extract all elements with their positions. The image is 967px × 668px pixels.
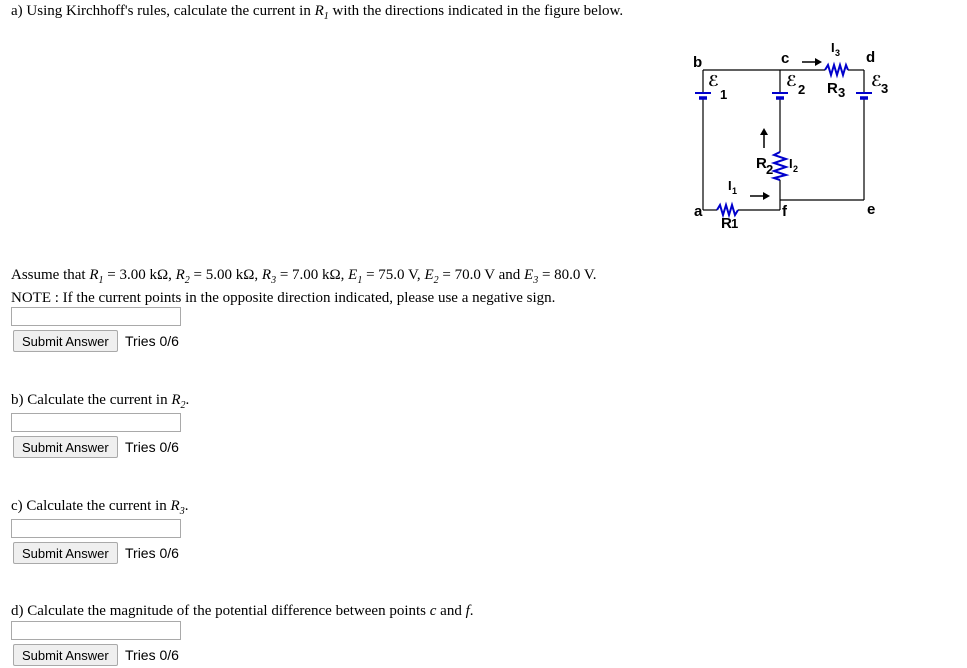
- node-d-label: d: [866, 49, 876, 66]
- given-e1-value: = 75.0 V,: [362, 267, 425, 283]
- part-d-prefix: d) Calculate the magnitude of the potential difference between points: [11, 603, 430, 619]
- part-a-suffix: with the directions indicated in the figure below.: [328, 3, 624, 19]
- answer-a-input[interactable]: [11, 307, 181, 326]
- current-i2-sub: 2: [793, 164, 799, 174]
- battery-e1: [695, 92, 711, 98]
- resistor-r2-zigzag: [774, 152, 786, 180]
- submit-d-button[interactable]: Submit Answer: [13, 644, 118, 666]
- part-a-prefix: a) Using Kirchhoff's rules, calculate the current in: [11, 3, 315, 19]
- part-b-sub: 2: [180, 400, 186, 411]
- part-b-suffix: .: [185, 392, 190, 408]
- part-a-var: R: [314, 3, 324, 19]
- given-r2-value: = 5.00 kΩ,: [189, 267, 262, 283]
- answer-d-input[interactable]: [11, 621, 181, 640]
- part-d-suffix: .: [469, 603, 474, 619]
- tries-d-text: Tries 0/6: [125, 647, 179, 663]
- submit-c-button[interactable]: Submit Answer: [13, 542, 118, 564]
- part-c-var: R: [170, 498, 180, 514]
- emf-e3-sub: 3: [881, 81, 889, 96]
- resistor-r3-zigzag: [825, 65, 848, 75]
- node-c-label: c: [781, 50, 790, 67]
- tries-c-text: Tries 0/6: [125, 545, 179, 561]
- part-d-point-c: c: [429, 603, 437, 619]
- note-text: NOTE : If the current points in the opposite direction indicated, please use a negative sign.: [11, 290, 556, 306]
- given-e3-sub: 3: [533, 275, 539, 286]
- given-r1-sub: 1: [98, 275, 104, 286]
- resistor-r1-label: R: [721, 215, 732, 232]
- answer-c-input[interactable]: [11, 519, 181, 538]
- part-d-point-f: f: [465, 603, 470, 619]
- part-d-question: [11, 602, 474, 620]
- current-i3-label: I: [831, 40, 835, 55]
- part-b-var: R: [171, 392, 181, 408]
- given-r1-name: R: [89, 267, 99, 283]
- tries-b-text: Tries 0/6: [125, 439, 179, 455]
- node-f-label: f: [782, 203, 787, 220]
- resistor-r2-sub: 2: [766, 162, 774, 177]
- current-i3-sub: 3: [835, 48, 841, 58]
- part-a-sub: 1: [323, 11, 329, 22]
- given-r3-sub: 3: [271, 275, 277, 286]
- given-lead: Assume that: [11, 267, 90, 283]
- emf-e1-sub: 1: [720, 87, 728, 102]
- emf-e2-symbol: ℰ: [786, 73, 797, 90]
- current-i1-sub: 1: [732, 186, 738, 196]
- current-i2-label: I: [789, 156, 793, 171]
- given-e3-value: = 80.0 V.: [538, 267, 597, 283]
- part-a-question: [11, 2, 623, 26]
- resistor-r2-label: R: [756, 155, 767, 172]
- given-r1-value: = 3.00 kΩ,: [103, 267, 176, 283]
- emf-e3-symbol: ℰ: [871, 73, 882, 90]
- given-r3-name: R: [261, 267, 272, 283]
- emf-e2-sub: 2: [798, 82, 806, 97]
- battery-e3: [856, 92, 872, 98]
- node-e-label: e: [867, 201, 876, 218]
- part-c-question: [11, 497, 188, 521]
- given-e3-name: E: [524, 267, 534, 283]
- emf-e1-symbol: ℰ: [708, 73, 719, 90]
- resistor-r3-label: R: [827, 80, 838, 97]
- part-c-sub: 3: [179, 506, 185, 517]
- part-b-prefix: b) Calculate the current in: [11, 392, 172, 408]
- submit-a-button[interactable]: Submit Answer: [13, 330, 118, 352]
- given-e2-sub: 2: [433, 275, 439, 286]
- given-e2-value: = 70.0 V and: [438, 267, 525, 283]
- given-values: [11, 266, 597, 290]
- given-e2-name: E: [424, 267, 434, 283]
- resistor-r1-sub: 1: [731, 216, 739, 231]
- current-i1-label: I: [728, 178, 732, 193]
- given-r2-sub: 2: [184, 275, 190, 286]
- given-e1-name: E: [348, 267, 358, 283]
- part-c-prefix: c) Calculate the current in: [11, 498, 171, 514]
- tries-a-text: Tries 0/6: [125, 333, 179, 349]
- node-a-label: a: [694, 203, 703, 220]
- resistor-r1-zigzag: [717, 205, 738, 215]
- given-r3-value: = 7.00 kΩ,: [276, 267, 349, 283]
- circuit-diagram: [690, 40, 895, 235]
- part-b-question: [11, 391, 189, 415]
- answer-b-input[interactable]: [11, 413, 181, 432]
- submit-b-button[interactable]: Submit Answer: [13, 436, 118, 458]
- given-e1-sub: 1: [357, 275, 363, 286]
- part-d-mid: and: [436, 603, 466, 619]
- node-b-label: b: [693, 54, 703, 71]
- battery-e2: [772, 92, 788, 98]
- resistor-r3-sub: 3: [838, 85, 846, 100]
- part-c-suffix: .: [184, 498, 189, 514]
- given-r2-name: R: [175, 267, 185, 283]
